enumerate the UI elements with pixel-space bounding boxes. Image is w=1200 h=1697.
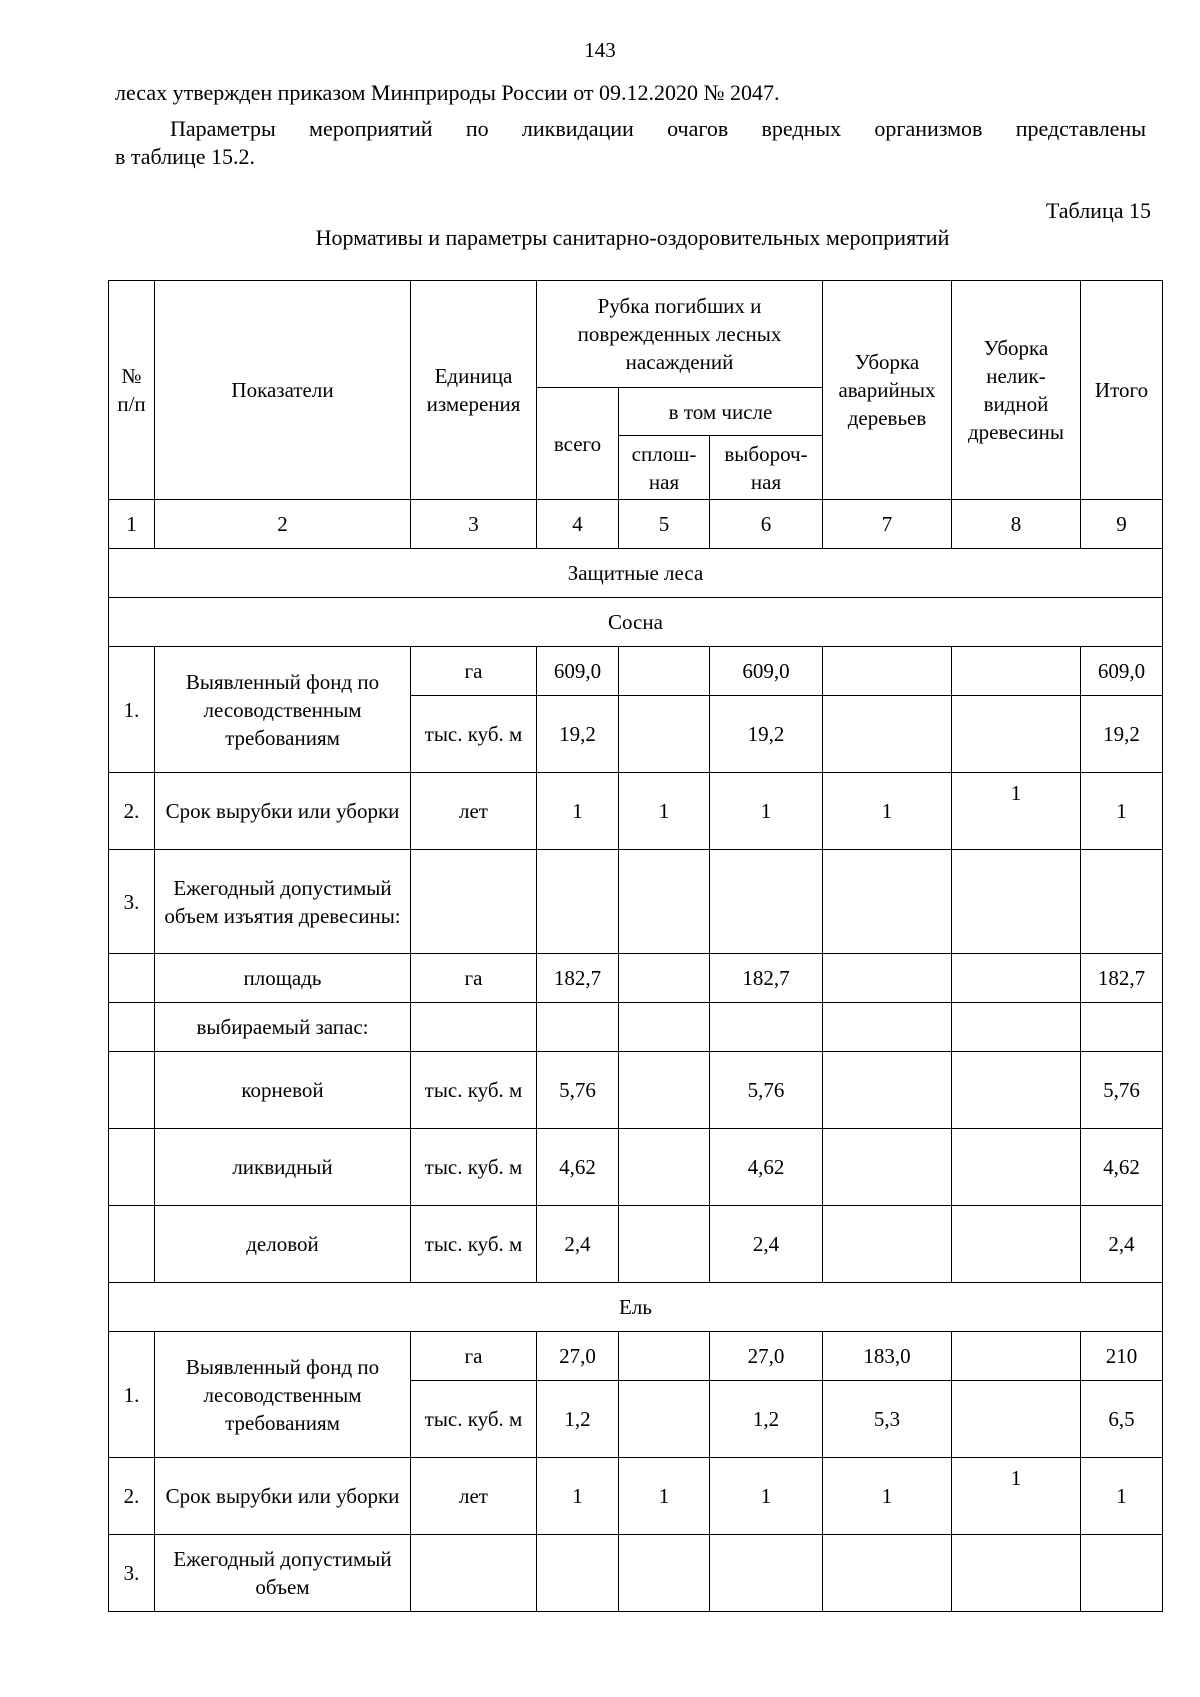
- row-label: Срок вырубки или уборки: [155, 1458, 411, 1535]
- cell-value: 1,2: [710, 1381, 823, 1458]
- cell-value: 2,4: [710, 1206, 823, 1283]
- header-clear: сплош-ная: [619, 436, 710, 500]
- cell-value: 19,2: [1081, 696, 1163, 773]
- cell-value: 5,76: [1081, 1052, 1163, 1129]
- cell-value: [619, 1332, 710, 1381]
- header-total: Итого: [1081, 281, 1163, 500]
- cell-unit: лет: [411, 1458, 537, 1535]
- cell-value: [823, 1052, 952, 1129]
- row-label: корневой: [155, 1052, 411, 1129]
- cell-unit: га: [411, 647, 537, 696]
- cell-value: 5,3: [823, 1381, 952, 1458]
- row-number: 1.: [109, 1332, 155, 1458]
- row-number: 2.: [109, 773, 155, 850]
- cell-value: 182,7: [710, 954, 823, 1003]
- table-row: [109, 1535, 1163, 1612]
- cell-value: 1: [1081, 773, 1163, 850]
- cell-value: 5,76: [710, 1052, 823, 1129]
- cell-value: 1: [619, 773, 710, 850]
- col-num: 1: [109, 500, 155, 549]
- row-label: Ежегодный допустимый объем изъятия древесины:: [155, 850, 411, 954]
- cell-value: 27,0: [537, 1332, 619, 1381]
- section-protective-forests: Защитные леса: [109, 549, 1163, 598]
- row-label: Выявленный фонд по лесоводственным требованиям: [155, 1332, 411, 1458]
- header-selective: выбороч-ная: [710, 436, 823, 500]
- cell-value: 1: [823, 1458, 952, 1535]
- cell-unit: тыс. куб. м: [411, 1206, 537, 1283]
- cell-value: [952, 1052, 1081, 1129]
- col-num: 5: [619, 500, 710, 549]
- row-number: 3.: [109, 1535, 155, 1612]
- row-number: 1.: [109, 647, 155, 773]
- table-row: [109, 1458, 1163, 1535]
- cell-value: [619, 1052, 710, 1129]
- col-num: 4: [537, 500, 619, 549]
- cell-value: [952, 647, 1081, 696]
- row-label: деловой: [155, 1206, 411, 1283]
- row-number: 2.: [109, 1458, 155, 1535]
- cell-value: [619, 696, 710, 773]
- cell-value: [952, 1129, 1081, 1206]
- table-row: [109, 1052, 1163, 1129]
- cell-value: [952, 1332, 1081, 1381]
- cell-value: [823, 696, 952, 773]
- cell-value: 609,0: [710, 647, 823, 696]
- cell-value: [619, 1381, 710, 1458]
- section-spruce: Ель: [109, 1283, 1163, 1332]
- page-number: 143: [584, 38, 616, 62]
- cell-unit: лет: [411, 773, 537, 850]
- cell-value: [619, 647, 710, 696]
- cell-value: 182,7: [1081, 954, 1163, 1003]
- section-pine: Сосна: [109, 598, 1163, 647]
- header-indicators: Показатели: [155, 281, 411, 500]
- row-label: площадь: [155, 954, 411, 1003]
- cell-value: [952, 1206, 1081, 1283]
- cell-value: 1: [952, 1458, 1081, 1535]
- col-num: 7: [823, 500, 952, 549]
- cell-value: 182,7: [537, 954, 619, 1003]
- row-label: ликвидный: [155, 1129, 411, 1206]
- header-cutting: Рубка погибших и поврежденных лесных насаждений: [537, 281, 823, 388]
- cell-value: [952, 954, 1081, 1003]
- cell-value: 4,62: [710, 1129, 823, 1206]
- table-row: [109, 1129, 1163, 1206]
- cell-value: 6,5: [1081, 1381, 1163, 1458]
- cell-value: 5,76: [537, 1052, 619, 1129]
- row-label: выбираемый запас:: [155, 1003, 411, 1052]
- col-num: 3: [411, 500, 537, 549]
- header-num: № п/п: [109, 281, 155, 500]
- cell-value: 1: [619, 1458, 710, 1535]
- table-row: [109, 1003, 1163, 1052]
- table-row: [109, 773, 1163, 850]
- cell-value: 4,62: [537, 1129, 619, 1206]
- header-unit: Единица измерения: [411, 281, 537, 500]
- cell-value: 4,62: [1081, 1129, 1163, 1206]
- column-number-row: [109, 500, 1163, 549]
- cell-value: 27,0: [710, 1332, 823, 1381]
- cell-unit: га: [411, 1332, 537, 1381]
- cell-value: 1: [1081, 1458, 1163, 1535]
- cell-value: [952, 1381, 1081, 1458]
- cell-value: 210: [1081, 1332, 1163, 1381]
- cell-value: [619, 1129, 710, 1206]
- cell-value: 2,4: [537, 1206, 619, 1283]
- cell-value: 1: [710, 1458, 823, 1535]
- col-num: 9: [1081, 500, 1163, 549]
- cell-value: [619, 954, 710, 1003]
- cell-value: 2,4: [1081, 1206, 1163, 1283]
- cell-value: [823, 1129, 952, 1206]
- cell-value: 19,2: [537, 696, 619, 773]
- col-num: 6: [710, 500, 823, 549]
- table-title: Нормативы и параметры санитарно-оздоровительных мероприятий: [315, 225, 950, 250]
- cell-unit: тыс. куб. м: [411, 1129, 537, 1206]
- cell-value: 1: [823, 773, 952, 850]
- cell-value: [823, 647, 952, 696]
- cell-value: 609,0: [537, 647, 619, 696]
- cell-value: 1: [537, 773, 619, 850]
- cell-value: [823, 954, 952, 1003]
- table-row: [109, 850, 1163, 954]
- cell-unit: тыс. куб. м: [411, 1052, 537, 1129]
- col-num: 2: [155, 500, 411, 549]
- cell-value: [952, 696, 1081, 773]
- header-including: в том числе: [619, 388, 823, 436]
- col-num: 8: [952, 500, 1081, 549]
- cell-value: 19,2: [710, 696, 823, 773]
- table-row: [109, 1206, 1163, 1283]
- header-total-all: всего: [537, 388, 619, 500]
- row-label: Срок вырубки или уборки: [155, 773, 411, 850]
- row-number: 3.: [109, 850, 155, 954]
- cell-value: 1: [537, 1458, 619, 1535]
- cell-unit: тыс. куб. м: [411, 1381, 537, 1458]
- cell-value: 1: [710, 773, 823, 850]
- table-row: [109, 1332, 1163, 1381]
- header-illiquid: Уборка нелик-видной древесины: [952, 281, 1081, 500]
- cell-unit: га: [411, 954, 537, 1003]
- measures-table: [108, 280, 1163, 1612]
- cell-value: 609,0: [1081, 647, 1163, 696]
- row-label: Ежегодный допустимый объем: [155, 1535, 411, 1612]
- header-emergency: Уборка аварийных деревьев: [823, 281, 952, 500]
- table-row: [109, 954, 1163, 1003]
- cell-value: [619, 1206, 710, 1283]
- row-label: Выявленный фонд по лесоводственным требованиям: [155, 647, 411, 773]
- intro-line-1: лесах утвержден приказом Минприроды России от 09.12.2020 № 2047.: [115, 80, 780, 105]
- cell-value: 1: [952, 773, 1081, 850]
- cell-value: [823, 1206, 952, 1283]
- table-caption: Таблица 15: [1045, 198, 1151, 223]
- cell-unit: тыс. куб. м: [411, 696, 537, 773]
- intro-paragraph-line-1: Параметры мероприятий по ликвидации очагов вредных организмов представлены: [170, 116, 1146, 141]
- intro-paragraph-line-2: в таблице 15.2.: [115, 144, 255, 169]
- cell-value: 183,0: [823, 1332, 952, 1381]
- table-row: [109, 647, 1163, 696]
- cell-value: 1,2: [537, 1381, 619, 1458]
